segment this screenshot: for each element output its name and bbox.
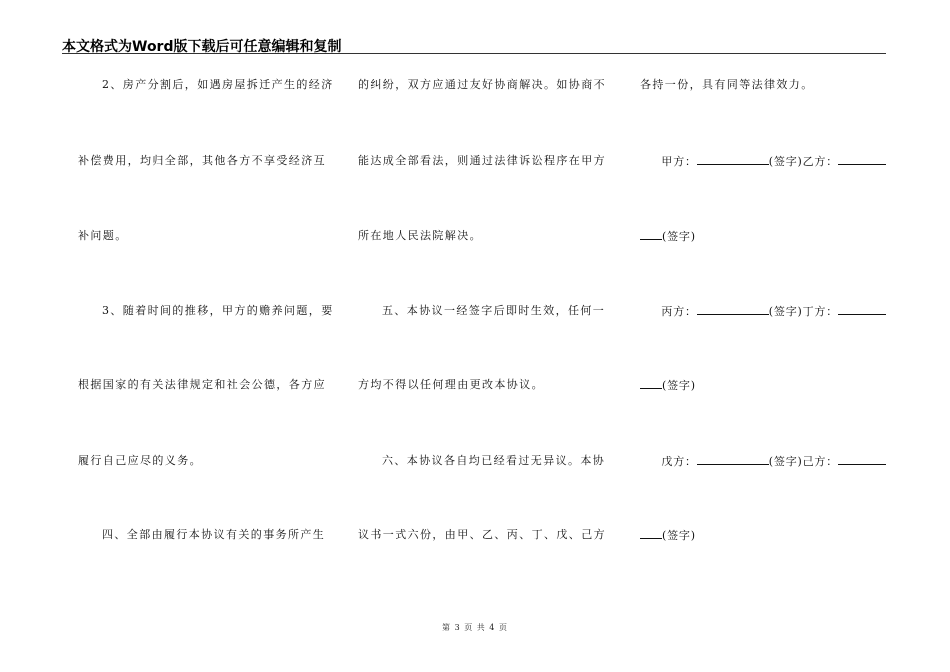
col2-line: 能达成全部看法，则通过法律诉讼程序在甲方 — [358, 154, 606, 167]
signature-line — [661, 304, 886, 319]
sign-label: (签字) — [768, 455, 803, 468]
col1-line: 3、随着时间的推移，甲方的赡养问题，要 — [102, 304, 334, 317]
signature-continuation — [640, 229, 696, 244]
signature-line — [661, 154, 886, 169]
header-divider — [62, 53, 886, 54]
party-label: 戊方： — [661, 455, 697, 468]
party-label: 乙方： — [802, 155, 838, 168]
page-number: 第 3 页 共 4 页 — [442, 623, 508, 632]
signature-blank — [697, 454, 769, 465]
col1-line: 补问题。 — [78, 229, 128, 242]
col1-line: 履行自己应尽的义务。 — [78, 454, 202, 467]
signature-line — [661, 454, 886, 469]
col2-line: 所在地人民法院解决。 — [358, 229, 482, 242]
sign-label: (签字) — [662, 230, 696, 243]
col2-line: 六、本协议各自均已经看过无异议。本协 — [382, 454, 606, 467]
party-label: 丙方： — [661, 305, 697, 318]
page-header — [62, 36, 886, 54]
signature-blank — [838, 304, 886, 315]
col2-line: 五、本协议一经签字后即时生效，任何一 — [382, 304, 606, 317]
sign-label: (签字) — [662, 379, 696, 392]
party-label: 丁方： — [802, 305, 838, 318]
signature-continuation — [640, 528, 696, 543]
sign-label: (签字) — [768, 305, 803, 318]
signature-blank — [838, 154, 886, 165]
signature-continuation — [640, 378, 696, 393]
col1-line: 补偿费用，均归全部，其他各方不享受经济互 — [78, 154, 326, 167]
party-label: 甲方： — [661, 155, 697, 168]
signature-blank — [640, 378, 662, 389]
col1-line: 根据国家的有关法律规定和社会公德，各方应 — [78, 378, 326, 391]
signature-blank — [697, 304, 769, 315]
document-title: 本文格式为Word版下载后可任意编辑和复制 — [62, 39, 342, 55]
signature-blank — [838, 454, 886, 465]
col2-line: 议书一式六份，由甲、乙、丙、丁、戊、己方 — [358, 528, 606, 541]
signature-blank — [640, 528, 662, 539]
col2-line: 的纠纷，双方应通过友好协商解决。如协商不 — [358, 78, 606, 91]
sign-label: (签字) — [768, 155, 803, 168]
sign-label: (签字) — [662, 529, 696, 542]
col3-intro: 各持一份，具有同等法律效力。 — [640, 78, 814, 91]
signature-blank — [640, 229, 662, 240]
col1-line: 四、全部由履行本协议有关的事务所产生 — [102, 528, 326, 541]
col1-line: 2、房产分割后，如遇房屋拆迁产生的经济 — [102, 78, 334, 91]
signature-blank — [697, 154, 769, 165]
party-label: 己方： — [802, 455, 838, 468]
col2-line: 方均不得以任何理由更改本协议。 — [358, 378, 544, 391]
